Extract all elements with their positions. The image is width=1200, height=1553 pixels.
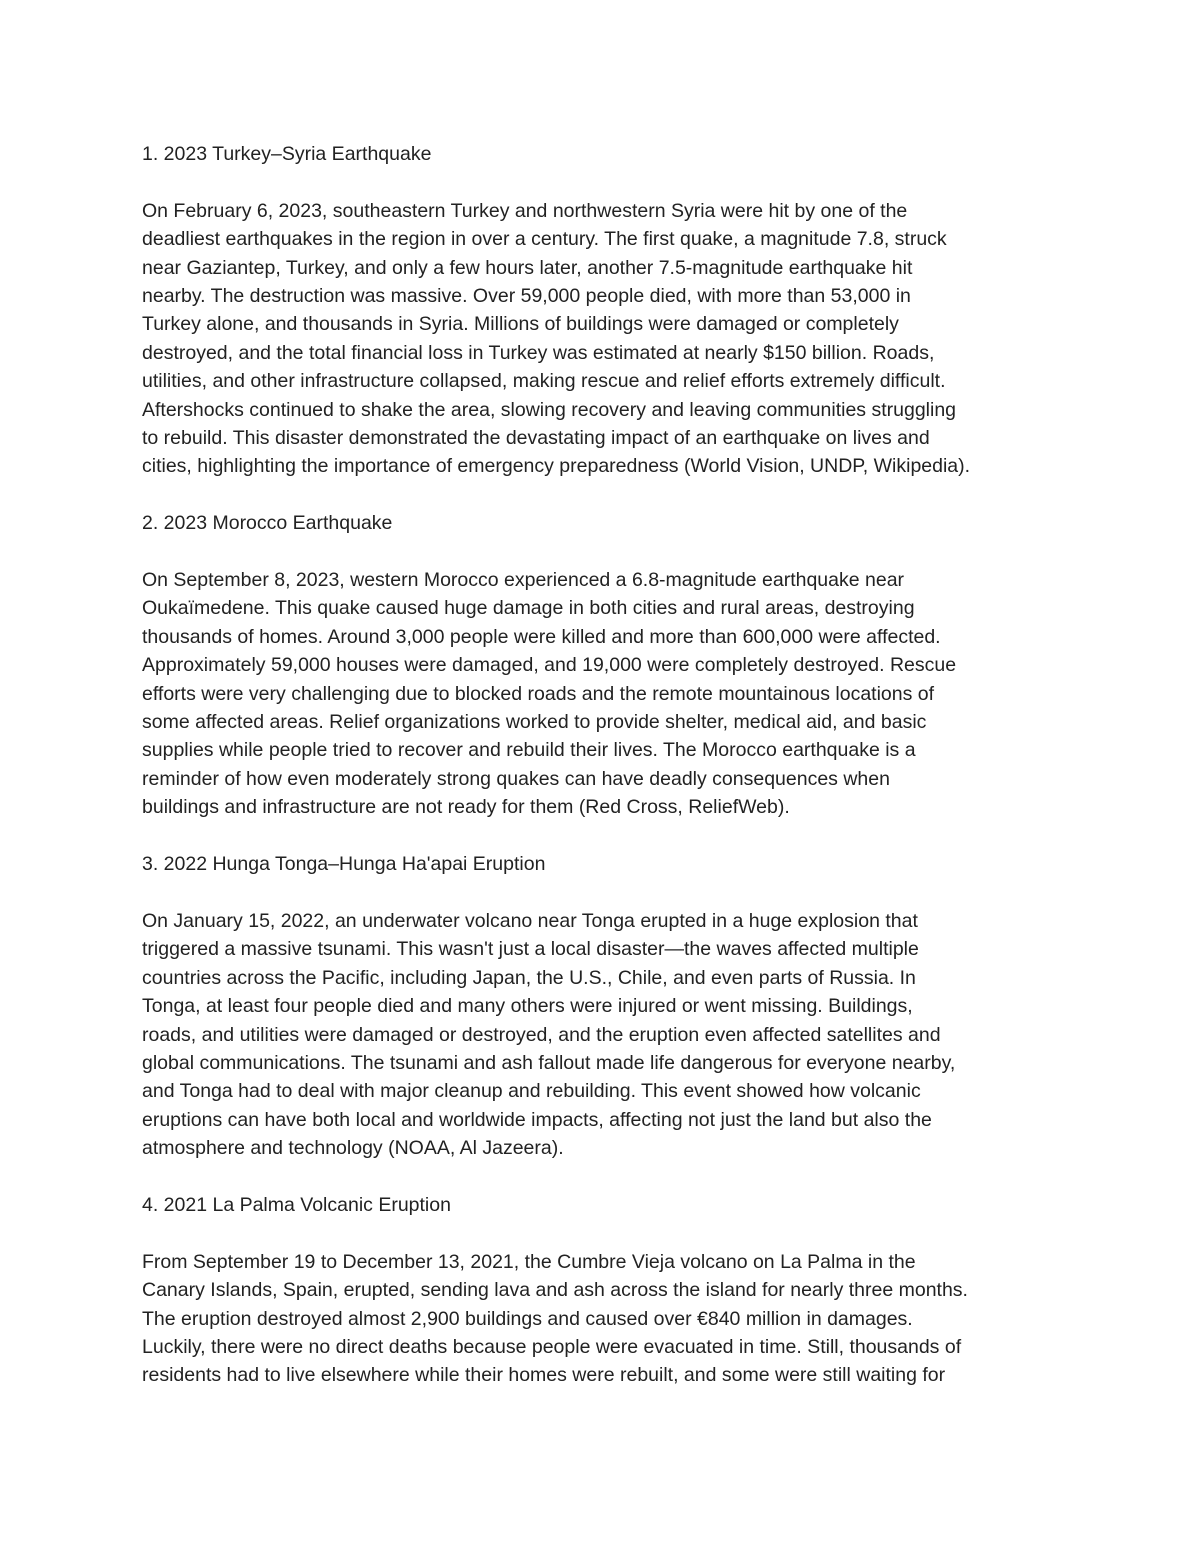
paragraph-line: cities, highlighting the importance of emergency preparedness (World Vision, UNDP, Wikipedia). [142,455,971,478]
paragraph-line: to rebuild. This disaster demonstrated the devastating impact of an earthquake on lives and [142,427,930,450]
paragraph-line: utilities, and other infrastructure collapsed, making rescue and relief efforts extremely difficult. [142,370,946,393]
paragraph-line: atmosphere and technology (NOAA, Al Jazeera). [142,1137,564,1160]
paragraph-line: Approximately 59,000 houses were damaged, and 19,000 were completely destroyed. Rescue [142,654,957,677]
paragraph-line: From September 19 to December 13, 2021, the Cumbre Vieja volcano on La Palma in the [142,1250,916,1273]
paragraph-line: On January 15, 2022, an underwater volcano near Tonga erupted in a huge explosion that [142,909,918,932]
paragraph-line: On September 8, 2023, western Morocco experienced a 6.8-magnitude earthquake near [142,569,905,592]
section-paragraph [142,907,1072,1163]
paragraph-line: supplies while people tried to recover and rebuild their lives. The Morocco earthquake is a [142,739,916,762]
section-heading: 1. 2023 Turkey–Syria Earthquake [142,143,432,165]
paragraph-line: triggered a massive tsunami. This wasn't just a local disaster—the waves affected multiple [142,938,919,961]
paragraph-line: Canary Islands, Spain, erupted, sending lava and ash across the island for nearly three months. [142,1279,968,1302]
section-morocco-earthquake [142,509,1072,821]
paragraph-line: nearby. The destruction was massive. Over 59,000 people died, with more than 53,000 in [142,285,911,308]
section-hunga-tonga-eruption [142,850,1072,1162]
paragraph-line: eruptions can have both local and worldwide impacts, affecting not just the land but also the [142,1108,932,1131]
section-la-palma-eruption [142,1191,1072,1390]
paragraph-line: Oukaïmedene. This quake caused huge damage in both cities and rural areas, destroying [142,597,915,620]
paragraph-line: efforts were very challenging due to blocked roads and the remote mountainous locations of [142,682,935,705]
document-body [142,140,1072,1418]
section-turkey-syria-earthquake [142,140,1072,481]
paragraph-line: countries across the Pacific, including Japan, the U.S., Chile, and even parts of Russia. In [142,966,916,989]
paragraph-line: and Tonga had to deal with major cleanup and rebuilding. This event showed how volcanic [142,1080,921,1103]
paragraph-line: Aftershocks continued to shake the area, slowing recovery and leaving communities struggling [142,398,957,421]
paragraph-line: buildings and infrastructure are not ready for them (Red Cross, ReliefWeb). [142,796,790,819]
paragraph-line: roads, and utilities were damaged or destroyed, and the eruption even affected satellites and [142,1023,941,1046]
paragraph-line: thousands of homes. Around 3,000 people were killed and more than 600,000 were affected. [142,625,941,648]
paragraph-line: near Gaziantep, Turkey, and only a few hours later, another 7.5-magnitude earthquake hit [142,256,913,279]
paragraph-line: global communications. The tsunami and ash fallout made life dangerous for everyone nearby, [142,1051,956,1074]
section-paragraph [142,197,1072,481]
paragraph-line: Turkey alone, and thousands in Syria. Millions of buildings were damaged or completely [142,313,899,336]
section-heading: 2. 2023 Morocco Earthquake [142,512,393,535]
section-heading: 3. 2022 Hunga Tonga–Hunga Ha'apai Eruption [142,853,546,876]
paragraph-line: Tonga, at least four people died and many others were injured or went missing. Buildings, [142,995,913,1018]
paragraph-line: Luckily, there were no direct deaths because people were evacuated in time. Still, thousands of [142,1335,962,1358]
section-paragraph [142,566,1072,822]
paragraph-line: The eruption destroyed almost 2,900 buildings and caused over €840 million in damages. [142,1307,913,1330]
paragraph-line: reminder of how even moderately strong quakes can have deadly consequences when [142,767,890,790]
paragraph-line: some affected areas. Relief organizations worked to provide shelter, medical aid, and basic [142,711,927,734]
paragraph-line: residents had to live elsewhere while their homes were rebuilt, and some were still waiting for [142,1364,946,1387]
paragraph-line: On February 6, 2023, southeastern Turkey and northwestern Syria were hit by one of the [142,199,908,222]
section-paragraph [142,1248,1072,1390]
paragraph-line: deadliest earthquakes in the region in over a century. The first quake, a magnitude 7.8, struck [142,228,947,251]
paragraph-line: destroyed, and the total financial loss in Turkey was estimated at nearly $150 billion. Roads, [142,341,935,364]
section-heading: 4. 2021 La Palma Volcanic Eruption [142,1193,451,1216]
